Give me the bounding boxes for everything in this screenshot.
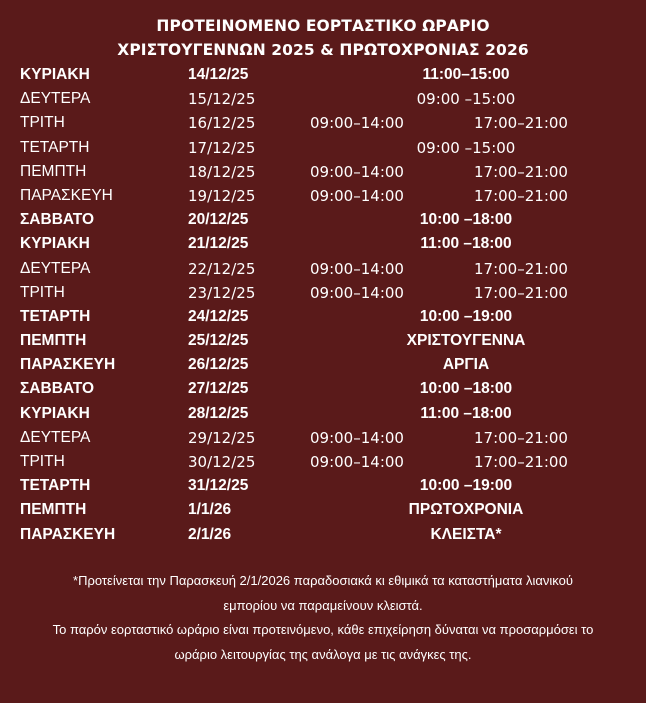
hours: ΧΡΙΣΤΟΥΓΕΝΝΑ xyxy=(406,332,526,350)
hours: 09:00 –15:00 xyxy=(416,90,516,109)
day-name: ΔΕΥΤΕΡΑ xyxy=(20,90,91,108)
schedule-row xyxy=(0,474,646,498)
date: 21/12/25 xyxy=(188,235,249,253)
date: 2/1/26 xyxy=(188,525,232,543)
day-name: ΣΑΒΒΑΤΟ xyxy=(20,211,95,229)
day-name: ΤΡΙΤΗ xyxy=(20,114,65,132)
hours: ΑΡΓΙΑ xyxy=(442,356,490,374)
day-name: ΠΕΜΠΤΗ xyxy=(20,162,87,180)
schedule-row xyxy=(0,208,646,232)
date: 14/12/25 xyxy=(188,66,249,83)
day-name: ΤΡΙΤΗ xyxy=(20,453,65,470)
day-name: ΤΕΤΑΡΤΗ xyxy=(20,307,91,325)
date: 30/12/25 xyxy=(188,453,256,471)
schedule-row xyxy=(0,63,646,87)
schedule-row xyxy=(0,184,646,208)
schedule-row xyxy=(0,329,646,353)
morning-hours: 09:00–14:00 xyxy=(310,162,404,181)
date: 24/12/25 xyxy=(188,307,249,325)
schedule-row xyxy=(0,377,646,401)
hours: 10:00 –18:00 xyxy=(419,380,513,398)
day-name: ΠΑΡΑΣΚΕΥΗ xyxy=(20,186,113,204)
day-name: ΚΥΡΙΑΚΗ xyxy=(20,66,90,83)
day-name: ΠΕΜΠΤΗ xyxy=(20,501,87,519)
hours: ΚΛΕΙΣΤΑ* xyxy=(430,525,502,543)
day-name: ΤΕΤΑΡΤΗ xyxy=(20,477,91,495)
day-name: ΔΕΥΤΕΡΑ xyxy=(20,259,91,277)
footnote-line: ωράριο λειτουργίας της ανάλογα με τις ανάγκες της. xyxy=(174,646,472,662)
date: 23/12/25 xyxy=(188,283,256,302)
date: 17/12/25 xyxy=(188,138,256,157)
day-name: ΤΡΙΤΗ xyxy=(20,283,65,301)
hours: 10:00 –19:00 xyxy=(419,477,513,495)
footnotes xyxy=(20,569,626,667)
day-name: ΚΥΡΙΑΚΗ xyxy=(20,404,90,422)
schedule-row xyxy=(0,160,646,184)
day-name: ΠΑΡΑΣΚΕΥΗ xyxy=(20,525,116,543)
day-name: ΠΑΡΑΣΚΕΥΗ xyxy=(20,356,116,374)
morning-hours: 09:00–14:00 xyxy=(310,428,404,447)
date: 27/12/25 xyxy=(188,380,249,398)
date: 15/12/25 xyxy=(188,90,256,109)
date: 26/12/25 xyxy=(188,356,249,374)
date: 16/12/25 xyxy=(188,114,256,133)
date: 19/12/25 xyxy=(188,186,256,205)
page-subtitle: ΧΡΙΣΤΟΥΓΕΝΝΩΝ 2025 & ΠΡΩΤΟΧΡΟΝΙΑΣ 2026 xyxy=(117,41,529,59)
schedule-row xyxy=(0,281,646,305)
day-name: ΚΥΡΙΑΚΗ xyxy=(20,235,90,253)
evening-hours: 17:00–21:00 xyxy=(474,283,568,302)
hours: 11:00 –18:00 xyxy=(420,235,512,253)
schedule-table xyxy=(0,63,646,547)
schedule-row xyxy=(0,257,646,281)
footnote-line: *Προτείνεται την Παρασκευή 2/1/2026 παραδοσιακά κι εθιμικά τα καταστήματα λιανικού xyxy=(73,573,573,588)
schedule-row xyxy=(0,136,646,160)
schedule-row xyxy=(0,402,646,426)
hours: 10:00 –18:00 xyxy=(419,211,513,229)
day-name: ΔΕΥΤΕΡΑ xyxy=(20,428,91,446)
evening-hours: 17:00–21:00 xyxy=(474,162,568,181)
date: 20/12/25 xyxy=(188,211,249,229)
morning-hours: 09:00–14:00 xyxy=(310,259,404,278)
morning-hours: 09:00–14:00 xyxy=(310,114,404,133)
day-name: ΠΕΜΠΤΗ xyxy=(20,332,87,350)
hours: ΠΡΩΤΟΧΡΟΝΙΑ xyxy=(408,501,524,519)
schedule-row xyxy=(0,426,646,450)
schedule-row xyxy=(0,111,646,135)
evening-hours: 17:00–21:00 xyxy=(474,186,568,205)
schedule-row xyxy=(0,87,646,111)
footnote-line: Το παρόν εορταστικό ωράριο είναι προτεινόμενο, κάθε επιχείρηση δύναται να προσαρμόσει το xyxy=(52,622,594,637)
hours: 11:00–15:00 xyxy=(422,66,510,83)
date: 31/12/25 xyxy=(188,477,249,495)
date: 25/12/25 xyxy=(188,332,249,350)
footnote-line: εμπορίου να παραμείνουν κλειστά. xyxy=(223,597,423,613)
hours: 10:00 –19:00 xyxy=(419,307,513,325)
schedule-row xyxy=(0,450,646,474)
hours: 11:00 –18:00 xyxy=(420,404,512,422)
morning-hours: 09:00–14:00 xyxy=(310,283,404,302)
schedule-row xyxy=(0,232,646,256)
morning-hours: 09:00–14:00 xyxy=(310,186,404,205)
date: 1/1/26 xyxy=(188,501,232,519)
date: 28/12/25 xyxy=(188,404,249,422)
schedule-row xyxy=(0,498,646,522)
morning-hours: 09:00–14:00 xyxy=(310,453,404,471)
schedule-row xyxy=(0,305,646,329)
hours: 09:00 –15:00 xyxy=(416,138,516,157)
evening-hours: 17:00–21:00 xyxy=(474,259,568,278)
date: 18/12/25 xyxy=(188,162,256,181)
date: 29/12/25 xyxy=(188,428,256,447)
day-name: ΤΕΤΑΡΤΗ xyxy=(20,138,90,156)
schedule-row xyxy=(0,523,646,547)
schedule-row xyxy=(0,353,646,377)
evening-hours: 17:00–21:00 xyxy=(474,428,568,447)
date: 22/12/25 xyxy=(188,259,256,278)
page-title: ΠΡΟΤΕΙΝΟΜΕΝΟ ΕΟΡΤΑΣΤΙΚΟ ΩΡΑΡΙΟ xyxy=(156,17,490,35)
evening-hours: 17:00–21:00 xyxy=(474,453,568,471)
day-name: ΣΑΒΒΑΤΟ xyxy=(20,380,95,398)
evening-hours: 17:00–21:00 xyxy=(474,114,568,133)
